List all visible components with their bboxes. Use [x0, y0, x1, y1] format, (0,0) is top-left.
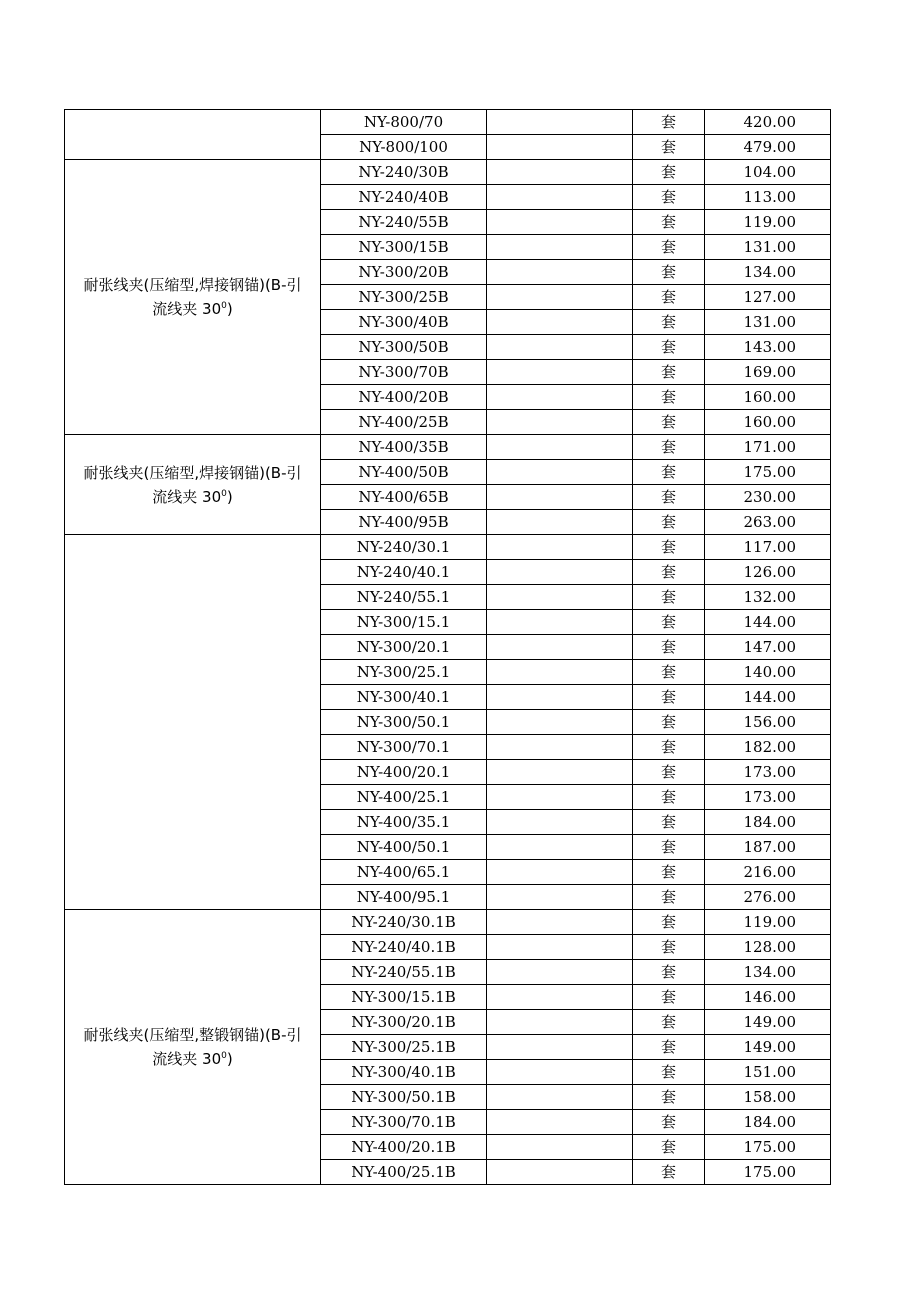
table-row: [65, 160, 831, 185]
price-cell: 160.00: [705, 385, 831, 410]
model-cell: NY-240/55B: [321, 210, 487, 235]
unit-cell: 套: [633, 360, 705, 385]
spec-cell: [487, 185, 633, 210]
model-cell: NY-300/70.1B: [321, 1110, 487, 1135]
unit-cell: 套: [633, 135, 705, 160]
price-cell: 230.00: [705, 485, 831, 510]
spec-cell: [487, 685, 633, 710]
model-cell: NY-300/25.1B: [321, 1035, 487, 1060]
price-cell: 173.00: [705, 785, 831, 810]
unit-cell: 套: [633, 1085, 705, 1110]
model-cell: NY-300/25.1: [321, 660, 487, 685]
spec-cell: [487, 1060, 633, 1085]
unit-cell: 套: [633, 435, 705, 460]
spec-cell: [487, 1160, 633, 1185]
model-cell: NY-240/40.1: [321, 560, 487, 585]
spec-cell: [487, 110, 633, 135]
price-cell: 169.00: [705, 360, 831, 385]
spec-cell: [487, 235, 633, 260]
model-cell: NY-300/40B: [321, 310, 487, 335]
model-cell: NY-400/35.1: [321, 810, 487, 835]
spec-cell: [487, 1110, 633, 1135]
price-cell: 479.00: [705, 135, 831, 160]
price-cell: 171.00: [705, 435, 831, 460]
spec-cell: [487, 635, 633, 660]
spec-cell: [487, 1035, 633, 1060]
model-cell: NY-300/40.1B: [321, 1060, 487, 1085]
model-cell: NY-400/65B: [321, 485, 487, 510]
spec-cell: [487, 360, 633, 385]
model-cell: NY-300/25B: [321, 285, 487, 310]
model-cell: NY-300/70.1: [321, 735, 487, 760]
spec-cell: [487, 385, 633, 410]
model-cell: NY-300/40.1: [321, 685, 487, 710]
unit-cell: 套: [633, 735, 705, 760]
price-cell: 216.00: [705, 860, 831, 885]
spec-cell: [487, 885, 633, 910]
price-cell: 175.00: [705, 1135, 831, 1160]
unit-cell: 套: [633, 985, 705, 1010]
model-cell: NY-800/70: [321, 110, 487, 135]
model-cell: NY-400/25.1B: [321, 1160, 487, 1185]
price-cell: 187.00: [705, 835, 831, 860]
unit-cell: 套: [633, 485, 705, 510]
spec-cell: [487, 985, 633, 1010]
model-cell: NY-400/20B: [321, 385, 487, 410]
price-cell: 182.00: [705, 735, 831, 760]
model-cell: NY-240/55.1B: [321, 960, 487, 985]
price-cell: 132.00: [705, 585, 831, 610]
model-cell: NY-300/20B: [321, 260, 487, 285]
spec-cell: [487, 610, 633, 635]
price-cell: 131.00: [705, 235, 831, 260]
model-cell: NY-240/40B: [321, 185, 487, 210]
product-name-suffix: ): [226, 487, 233, 506]
price-cell: 128.00: [705, 935, 831, 960]
model-cell: NY-300/15B: [321, 235, 487, 260]
model-cell: NY-300/50.1: [321, 710, 487, 735]
unit-cell: 套: [633, 935, 705, 960]
spec-cell: [487, 560, 633, 585]
spec-cell: [487, 910, 633, 935]
model-cell: NY-300/50B: [321, 335, 487, 360]
unit-cell: 套: [633, 510, 705, 535]
spec-cell: [487, 335, 633, 360]
spec-cell: [487, 410, 633, 435]
product-name-suffix: ): [226, 1050, 233, 1068]
model-cell: NY-400/65.1: [321, 860, 487, 885]
price-cell: 149.00: [705, 1010, 831, 1035]
product-name-cell: [65, 535, 321, 910]
price-cell: 143.00: [705, 335, 831, 360]
spec-cell: [487, 810, 633, 835]
unit-cell: 套: [633, 610, 705, 635]
product-name-cell: [65, 160, 321, 435]
unit-cell: 套: [633, 685, 705, 710]
product-name-text: 耐张线夹(压缩型,焊接钢锚)(B-引流线夹 30: [83, 463, 302, 506]
price-cell: 113.00: [705, 185, 831, 210]
table-row: [65, 910, 831, 935]
degree-superscript: 0: [221, 488, 227, 499]
model-cell: NY-300/15.1B: [321, 985, 487, 1010]
model-cell: NY-300/20.1: [321, 635, 487, 660]
price-cell: 156.00: [705, 710, 831, 735]
price-cell: 140.00: [705, 660, 831, 685]
price-cell: 151.00: [705, 1060, 831, 1085]
model-cell: NY-400/95B: [321, 510, 487, 535]
price-cell: 134.00: [705, 260, 831, 285]
spec-cell: [487, 210, 633, 235]
table-row: [65, 110, 831, 135]
price-cell: 126.00: [705, 560, 831, 585]
model-cell: NY-400/25.1: [321, 785, 487, 810]
unit-cell: 套: [633, 885, 705, 910]
spec-cell: [487, 660, 633, 685]
price-cell: 144.00: [705, 685, 831, 710]
spec-cell: [487, 135, 633, 160]
spec-cell: [487, 585, 633, 610]
price-cell: 160.00: [705, 410, 831, 435]
unit-cell: 套: [633, 860, 705, 885]
spec-cell: [487, 760, 633, 785]
unit-cell: 套: [633, 585, 705, 610]
unit-cell: 套: [633, 1035, 705, 1060]
price-cell: 276.00: [705, 885, 831, 910]
unit-cell: 套: [633, 910, 705, 935]
price-cell: 127.00: [705, 285, 831, 310]
model-cell: NY-400/50B: [321, 460, 487, 485]
price-cell: 263.00: [705, 510, 831, 535]
price-cell: 144.00: [705, 610, 831, 635]
unit-cell: 套: [633, 260, 705, 285]
spec-cell: [487, 785, 633, 810]
price-table: [64, 109, 831, 1185]
product-name-text: 耐张线夹(压缩型,整锻钢锚)(B-引流线夹 30: [83, 1026, 302, 1068]
unit-cell: 套: [633, 1010, 705, 1035]
spec-cell: [487, 285, 633, 310]
unit-cell: 套: [633, 835, 705, 860]
model-cell: NY-240/40.1B: [321, 935, 487, 960]
price-cell: 104.00: [705, 160, 831, 185]
price-cell: 184.00: [705, 810, 831, 835]
unit-cell: 套: [633, 810, 705, 835]
price-cell: 119.00: [705, 210, 831, 235]
model-cell: NY-400/20.1: [321, 760, 487, 785]
spec-cell: [487, 485, 633, 510]
spec-cell: [487, 310, 633, 335]
unit-cell: 套: [633, 310, 705, 335]
unit-cell: 套: [633, 185, 705, 210]
spec-cell: [487, 735, 633, 760]
price-cell: 117.00: [705, 535, 831, 560]
unit-cell: 套: [633, 1135, 705, 1160]
degree-superscript: 0: [221, 1051, 227, 1061]
spec-cell: [487, 160, 633, 185]
degree-superscript: 0: [221, 301, 227, 311]
product-name-suffix: ): [226, 300, 233, 318]
product-name-text: 耐张线夹(压缩型,焊接钢锚)(B-引流线夹 30: [83, 276, 302, 318]
unit-cell: 套: [633, 110, 705, 135]
model-cell: NY-240/30.1B: [321, 910, 487, 935]
unit-cell: 套: [633, 410, 705, 435]
model-cell: NY-400/95.1: [321, 885, 487, 910]
model-cell: NY-400/50.1: [321, 835, 487, 860]
unit-cell: 套: [633, 535, 705, 560]
spec-cell: [487, 1135, 633, 1160]
spec-cell: [487, 535, 633, 560]
unit-cell: 套: [633, 960, 705, 985]
model-cell: NY-300/70B: [321, 360, 487, 385]
price-cell: 175.00: [705, 460, 831, 485]
price-cell: 175.00: [705, 1160, 831, 1185]
product-name-cell: [65, 110, 321, 160]
spec-cell: [487, 1085, 633, 1110]
unit-cell: 套: [633, 160, 705, 185]
table-row: [65, 535, 831, 560]
unit-cell: 套: [633, 635, 705, 660]
unit-cell: 套: [633, 235, 705, 260]
price-cell: 134.00: [705, 960, 831, 985]
unit-cell: 套: [633, 760, 705, 785]
price-cell: 131.00: [705, 310, 831, 335]
unit-cell: 套: [633, 710, 705, 735]
spec-cell: [487, 1010, 633, 1035]
unit-cell: 套: [633, 660, 705, 685]
unit-cell: 套: [633, 1160, 705, 1185]
unit-cell: 套: [633, 560, 705, 585]
unit-cell: 套: [633, 210, 705, 235]
spec-cell: [487, 835, 633, 860]
spec-cell: [487, 710, 633, 735]
unit-cell: 套: [633, 285, 705, 310]
spec-cell: [487, 860, 633, 885]
price-table-body: [65, 110, 831, 1185]
spec-cell: [487, 510, 633, 535]
spec-cell: [487, 435, 633, 460]
unit-cell: 套: [633, 1060, 705, 1085]
price-cell: 147.00: [705, 635, 831, 660]
unit-cell: 套: [633, 335, 705, 360]
table-row: [65, 435, 831, 460]
product-name-cell: [65, 910, 321, 1185]
model-cell: NY-240/55.1: [321, 585, 487, 610]
price-cell: 149.00: [705, 1035, 831, 1060]
spec-cell: [487, 935, 633, 960]
model-cell: NY-400/20.1B: [321, 1135, 487, 1160]
spec-cell: [487, 260, 633, 285]
model-cell: NY-800/100: [321, 135, 487, 160]
price-cell: 146.00: [705, 985, 831, 1010]
spec-cell: [487, 960, 633, 985]
model-cell: NY-400/35B: [321, 435, 487, 460]
price-cell: 184.00: [705, 1110, 831, 1135]
model-cell: NY-300/20.1B: [321, 1010, 487, 1035]
model-cell: NY-400/25B: [321, 410, 487, 435]
product-name-cell: [65, 435, 321, 535]
model-cell: NY-300/15.1: [321, 610, 487, 635]
unit-cell: 套: [633, 460, 705, 485]
unit-cell: 套: [633, 785, 705, 810]
model-cell: NY-300/50.1B: [321, 1085, 487, 1110]
price-cell: 173.00: [705, 760, 831, 785]
unit-cell: 套: [633, 1110, 705, 1135]
price-cell: 420.00: [705, 110, 831, 135]
price-cell: 158.00: [705, 1085, 831, 1110]
price-cell: 119.00: [705, 910, 831, 935]
unit-cell: 套: [633, 385, 705, 410]
spec-cell: [487, 460, 633, 485]
model-cell: NY-240/30B: [321, 160, 487, 185]
model-cell: NY-240/30.1: [321, 535, 487, 560]
